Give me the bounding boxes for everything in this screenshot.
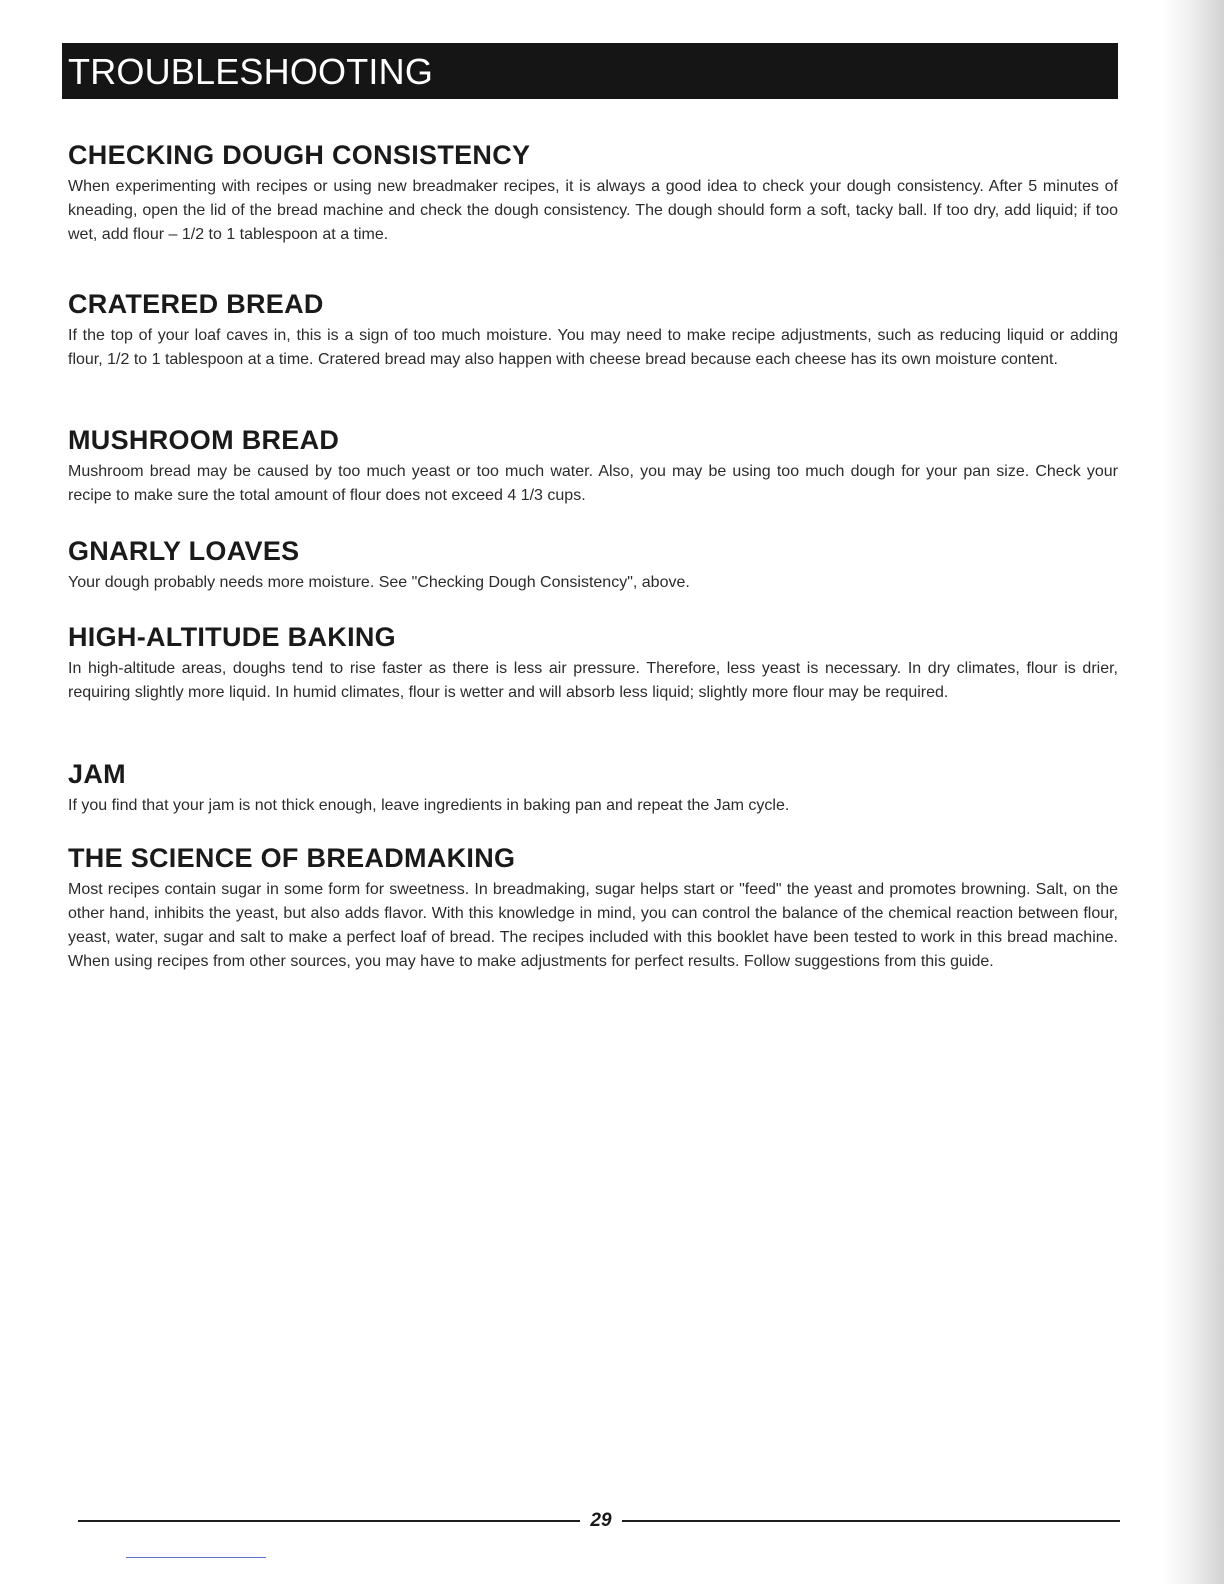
section-heading: MUSHROOM BREAD [68,425,340,455]
section-heading: HIGH-ALTITUDE BAKING [68,622,396,652]
section-heading: CHECKING DOUGH CONSISTENCY [68,140,531,170]
section-checking-dough-consistency [68,139,1118,247]
scan-mark-line [126,1557,266,1558]
page-edge-shadow [1162,0,1224,1584]
section-jam [68,758,1118,818]
section-heading: THE SCIENCE OF BREADMAKING [68,843,516,873]
section-gnarly-loaves [68,535,1118,595]
section-body: If you find that your jam is not thick enough, leave ingredients in baking pan and repeat the Jam cycle. [68,797,790,814]
section-body: Your dough probably needs more moisture. See "Checking Dough Consistency", above. [68,574,690,591]
section-body: Most recipes contain sugar in some form for sweetness. In breadmaking, sugar helps start or "feed" the yeast and promotes browning. Salt, on the other hand, inhibits the yeast, but also adds flavor. With this knowledge in mind, you can control the balance of the chemical reaction between flour, yeast, water, sugar and salt to make a perfect loaf of bread. The recipes included with this booklet have been tested to work in this bread machine. When using recipes from other sources, you may have to make adjustments for perfect results. Follow suggestions from this guide. [68,881,1118,970]
section-body: When experimenting with recipes or using new breadmaker recipes, it is always a good idea to check your dough consistency. After 5 minutes of kneading, open the lid of the bread machine and check the dough consistency. The dough should form a soft, tacky ball. If too dry, add liquid; if too wet, add flour – 1/2 to 1 tablespoon at a time. [68,178,1118,243]
section-body: In high-altitude areas, doughs tend to rise faster as there is less air pressure. Therefore, less yeast is necessary. In dry climates, flour is drier, requiring slightly more liquid. In humid climates, flour is wetter and will absorb less liquid; slightly more flour may be required. [68,660,1118,701]
section-heading: CRATERED BREAD [68,289,324,319]
section-high-altitude-baking [68,621,1118,705]
footer-rule-right [622,1520,1120,1522]
section-heading: GNARLY LOAVES [68,536,300,566]
footer-rule-left [78,1520,580,1522]
section-mushroom-bread [68,424,1118,508]
title-bar [62,43,1118,99]
section-body: Mushroom bread may be caused by too much yeast or too much water. Also, you may be using too much dough for your pan size. Check your recipe to make sure the total amount of flour does not exceed 4 1/3 cups. [68,463,1118,504]
page-number: 29 [590,1510,612,1531]
page-title: TROUBLESHOOTING [68,51,434,92]
section-heading: JAM [68,759,126,789]
section-body: If the top of your loaf caves in, this is a sign of too much moisture. You may need to make recipe adjustments, such as reducing liquid or adding flour, 1/2 to 1 tablespoon at a time. Cratered bread may also happen with cheese bread because each cheese has its own moisture content. [68,327,1118,368]
section-science-of-breadmaking [68,842,1118,974]
section-cratered-bread [68,288,1118,372]
